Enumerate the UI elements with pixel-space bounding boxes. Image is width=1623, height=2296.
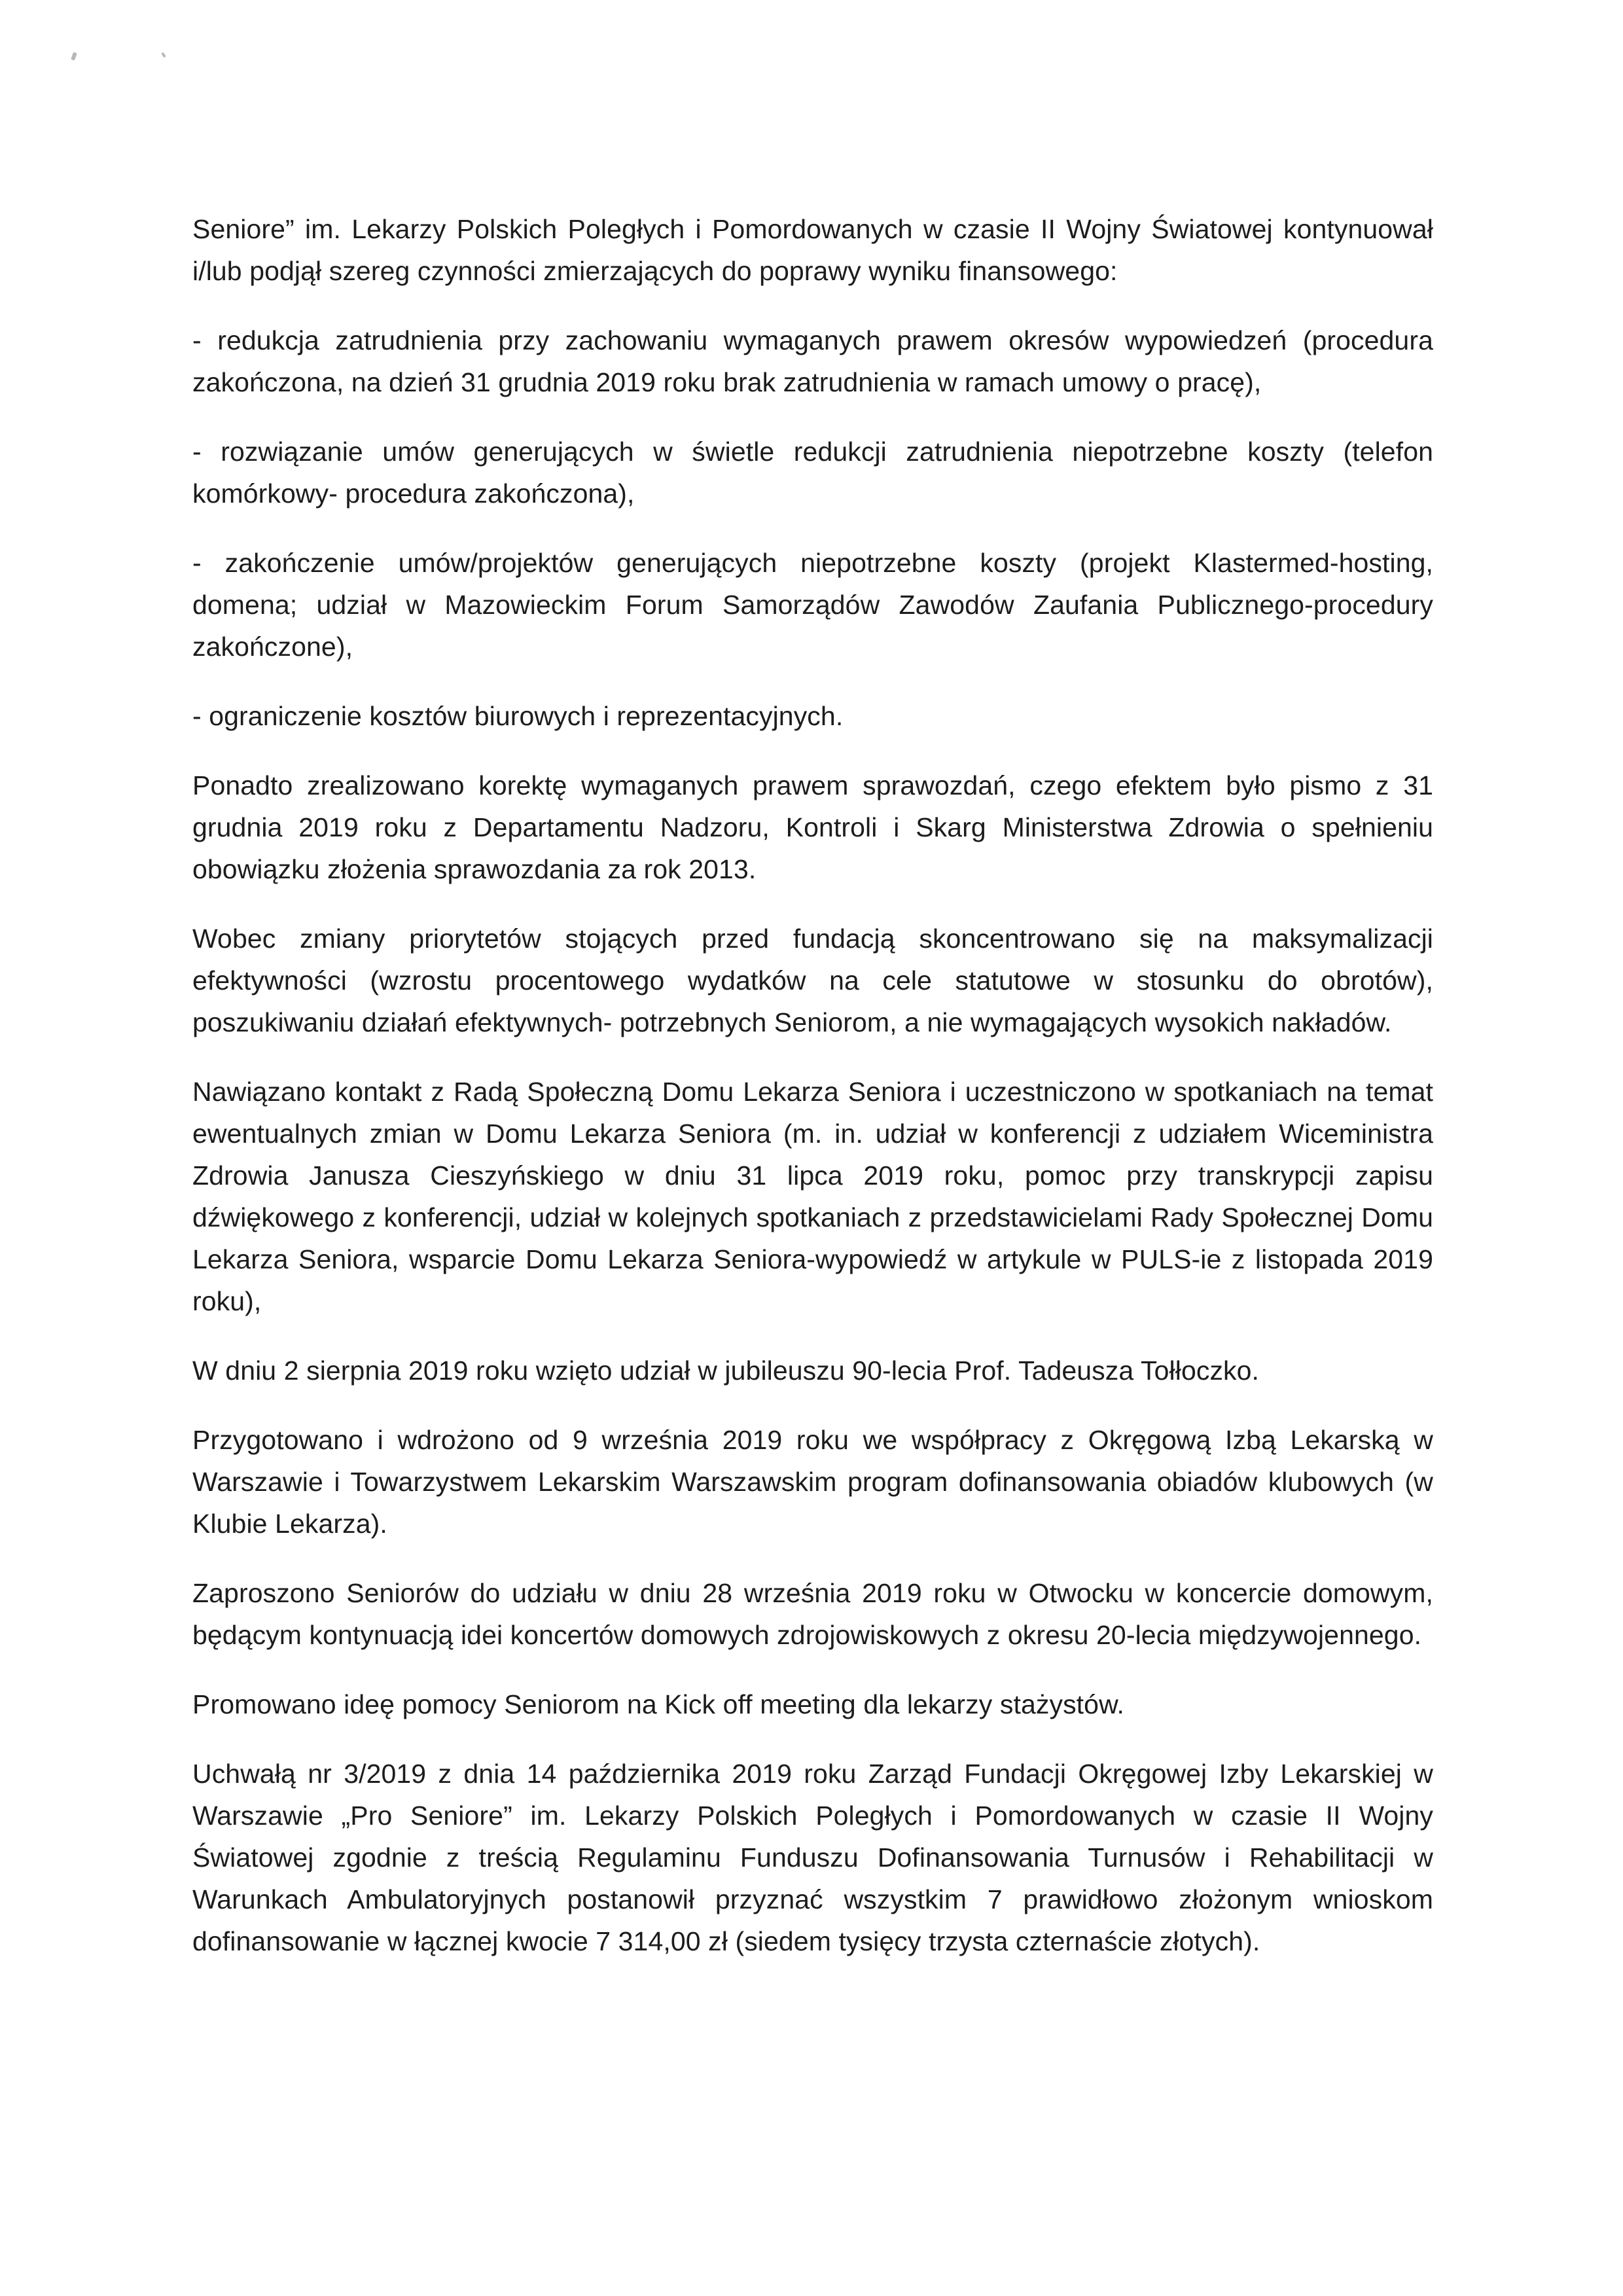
paragraph-list-item: - zakończenie umów/projektów generujących niepotrzebne koszty (projekt Klastermed-hosting, domena; udział w Mazowieckim Forum Samorządów Zawodów Zaufania Publicznego-procedury zakończone), [192, 548, 1433, 662]
paragraph-priorities: Wobec zmiany priorytetów stojących przed fundacją skoncentrowano się na maksymalizacji efektywności (wzrostu procentowego wydatków na cele statutowe w stosunku do obrotów), poszukiwaniu działań efektywnych- potrzebnych Seniorom, a nie wymagających wysokich nakładów. [192, 924, 1433, 1037]
paragraph-social-council: Nawiązano kontakt z Radą Społeczną Domu Lekarza Seniora i uczestniczono w spotkaniach na temat ewentualnych zmian w Domu Lekarza Seniora (m. in. udział w konferencji z udziałem Wiceministra Zdrowia Janusza Cieszyńskiego w dniu 31 lipca 2019 roku, pomoc przy transkrypcji zapisu dźwiękowego z konferencji, udział w kolejnych spotkaniach z przedstawicielami Rady Społecznej Domu Lekarza Seniora, wsparcie Domu Lekarza Seniora-wypowiedź w artykule w PULS-ie z listopada 2019 roku), [192, 1077, 1433, 1316]
paragraph-list-item: - rozwiązanie umów generujących w świetle redukcji zatrudnienia niepotrzebne koszty (telefon komórkowy- procedura zakończona), [192, 437, 1433, 509]
paragraph-list-item: - ograniczenie kosztów biurowych i reprezentacyjnych. [192, 701, 844, 731]
paragraph-lunch-program: Przygotowano i wdrożono od 9 września 2019 roku we współpracy z Okręgową Izbą Lekarską w Warszawie i Towarzystwem Lekarskim Warszawskim program dofinansowania obiadów klubowych (w Klubie Lekarza). [192, 1425, 1433, 1539]
paragraph-intro: Seniore” im. Lekarzy Polskich Poległych i Pomordowanych w czasie II Wojny Światowej kontynuował i/lub podjął szereg czynności zmierzających do poprawy wyniku finansowego: [192, 214, 1433, 286]
document-body [192, 208, 1433, 1990]
scan-artifact-mark [71, 52, 77, 60]
paragraph-promotion: Promowano ideę pomocy Seniorom na Kick off meeting dla lekarzy stażystów. [192, 1689, 1125, 1719]
paragraph-resolution: Uchwałą nr 3/2019 z dnia 14 października 2019 roku Zarząd Fundacji Okręgowej Izby Lekarskiej w Warszawie „Pro Seniore” im. Lekarzy Polskich Poległych i Pomordowanych w czasie II Wojny Światowej zgodnie z treścią Regulaminu Funduszu Dofinansowania Turnusów i Rehabilitacji w Warunkach Ambulatoryjnych postanowił przyznać wszystkim 7 prawidłowo złożonym wnioskom dofinansowanie w łącznej kwocie 7 314,00 zł (siedem tysięcy trzysta czternaście złotych). [192, 1759, 1433, 1956]
paragraph-report-correction: Ponadto zrealizowano korektę wymaganych prawem sprawozdań, czego efektem było pismo z 31 grudnia 2019 roku z Departamentu Nadzoru, Kontroli i Skarg Ministerstwa Zdrowia o spełnieniu obowiązku złożenia sprawozdania za rok 2013. [192, 770, 1433, 884]
paragraph-list-item: - redukcja zatrudnienia przy zachowaniu wymaganych prawem okresów wypowiedzeń (procedura zakończona, na dzień 31 grudnia 2019 roku brak zatrudnienia w ramach umowy o pracę), [192, 325, 1433, 397]
paragraph-jubilee: W dniu 2 sierpnia 2019 roku wzięto udział w jubileuszu 90-lecia Prof. Tadeusza Tołłoczko. [192, 1355, 1260, 1386]
paragraph-concert: Zaproszono Seniorów do udziału w dniu 28 września 2019 roku w Otwocku w koncercie domowym, będącym kontynuacją idei koncertów domowych zdrojowiskowych z okresu 20-lecia międzywojennego. [192, 1578, 1433, 1650]
scan-artifact-mark [161, 52, 166, 58]
